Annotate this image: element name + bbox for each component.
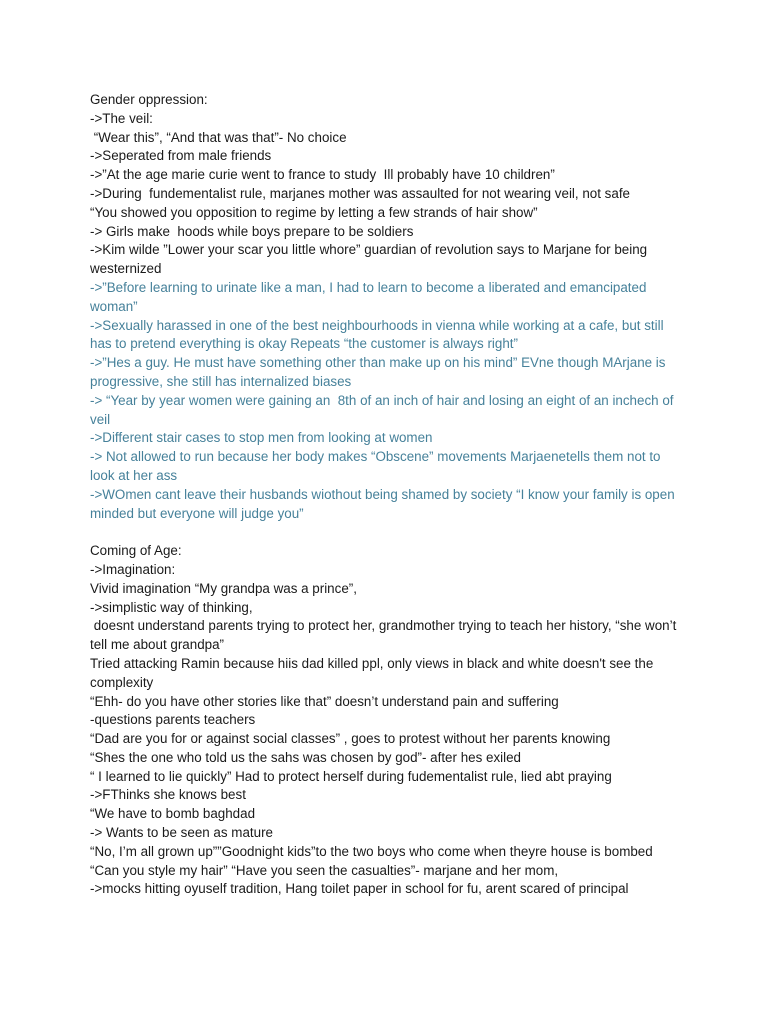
note-line: ->simplistic way of thinking, — [90, 599, 253, 615]
note-line: ->FThinks she knows best — [90, 787, 246, 803]
note-line: ->During fundementalist rule, marjanes mother was assaulted for not wearing veil, not safe — [90, 185, 630, 201]
note-line: ->Sexually harassed in one of the best neighbourhoods in vienna while working at a cafe, but still has to pretend everything is okay Repeats “the customer is always right” — [90, 317, 668, 352]
note-line: ->”At the age marie curie went to france to study Ill probably have 10 children” — [90, 167, 555, 183]
section-heading: Gender oppression: — [90, 92, 208, 107]
note-line: ->Imagination: — [90, 561, 176, 577]
section-gender-oppression — [90, 91, 680, 523]
note-line: ->Kim wilde ”Lower your scar you little whore” guardian of revolution says to Marjane for being westernized — [90, 242, 651, 277]
note-line: “Can you style my hair” “Have you seen the casualties”- marjane and her mom, — [90, 862, 559, 878]
note-line: ->”Hes a guy. He must have something other than make up on his mind” EVne though MArjane is progressive, she still has internalized biases — [90, 355, 670, 389]
note-line: ->Different stair cases to stop men from looking at women — [90, 430, 433, 446]
note-line: “No, I’m all grown up””Goodnight kids”to the two boys who come when theyre house is bombed — [90, 843, 653, 859]
note-line: “Dad are you for or against social classes” , goes to protest without her parents knowing — [90, 731, 611, 747]
section-coming-of-age — [90, 542, 680, 899]
note-line: “Ehh- do you have other stories like that” doesn’t understand pain and suffering — [90, 693, 559, 709]
note-line: -> “Year by year women were gaining an 8th of an inch of hair and losing an eight of an inchech of veil — [90, 392, 678, 427]
note-line: “Wear this”, “And that was that”- No choice — [90, 129, 347, 145]
note-line: doesnt understand parents trying to protect her, grandmother trying to teach her history, “she won’t tell me about grandpa” — [90, 618, 681, 653]
note-line: Tried attacking Ramin because hiis dad killed ppl, only views in black and white doesn't see the complexity — [90, 655, 658, 690]
note-line: -questions parents teachers — [90, 712, 256, 728]
note-line: “You showed you opposition to regime by letting a few strands of hair show” — [90, 204, 538, 220]
note-line: ->Seperated from male friends — [90, 148, 272, 164]
note-line: “Shes the one who told us the sahs was chosen by god”- after hes exiled — [90, 749, 521, 765]
note-line: ->”Before learning to urinate like a man, I had to learn to become a liberated and emancipated woman” — [90, 279, 651, 314]
note-line: ->mocks hitting oyuself tradition, Hang toilet paper in school for fu, arent scared of principal — [90, 881, 629, 897]
section-heading: Coming of Age: — [90, 543, 182, 559]
note-line: -> Not allowed to run because her body makes “Obscene” movements Marjaenetells them not to look at her ass — [90, 449, 665, 483]
note-line: ->The veil: — [90, 110, 153, 126]
note-line: “ I learned to lie quickly” Had to protect herself during fudementalist rule, lied abt praying — [90, 768, 612, 784]
note-line: ->WOmen cant leave their husbands wiothout being shamed by society “I know your family is open minded but everyone will judge you” — [90, 486, 679, 521]
note-line: “We have to bomb baghdad — [90, 806, 256, 822]
document-body — [90, 91, 680, 899]
note-line: -> Wants to be seen as mature — [90, 825, 273, 841]
note-line: Vivid imagination “My grandpa was a prince”, — [90, 580, 357, 596]
note-line: -> Girls make hoods while boys prepare to be soldiers — [90, 223, 414, 239]
